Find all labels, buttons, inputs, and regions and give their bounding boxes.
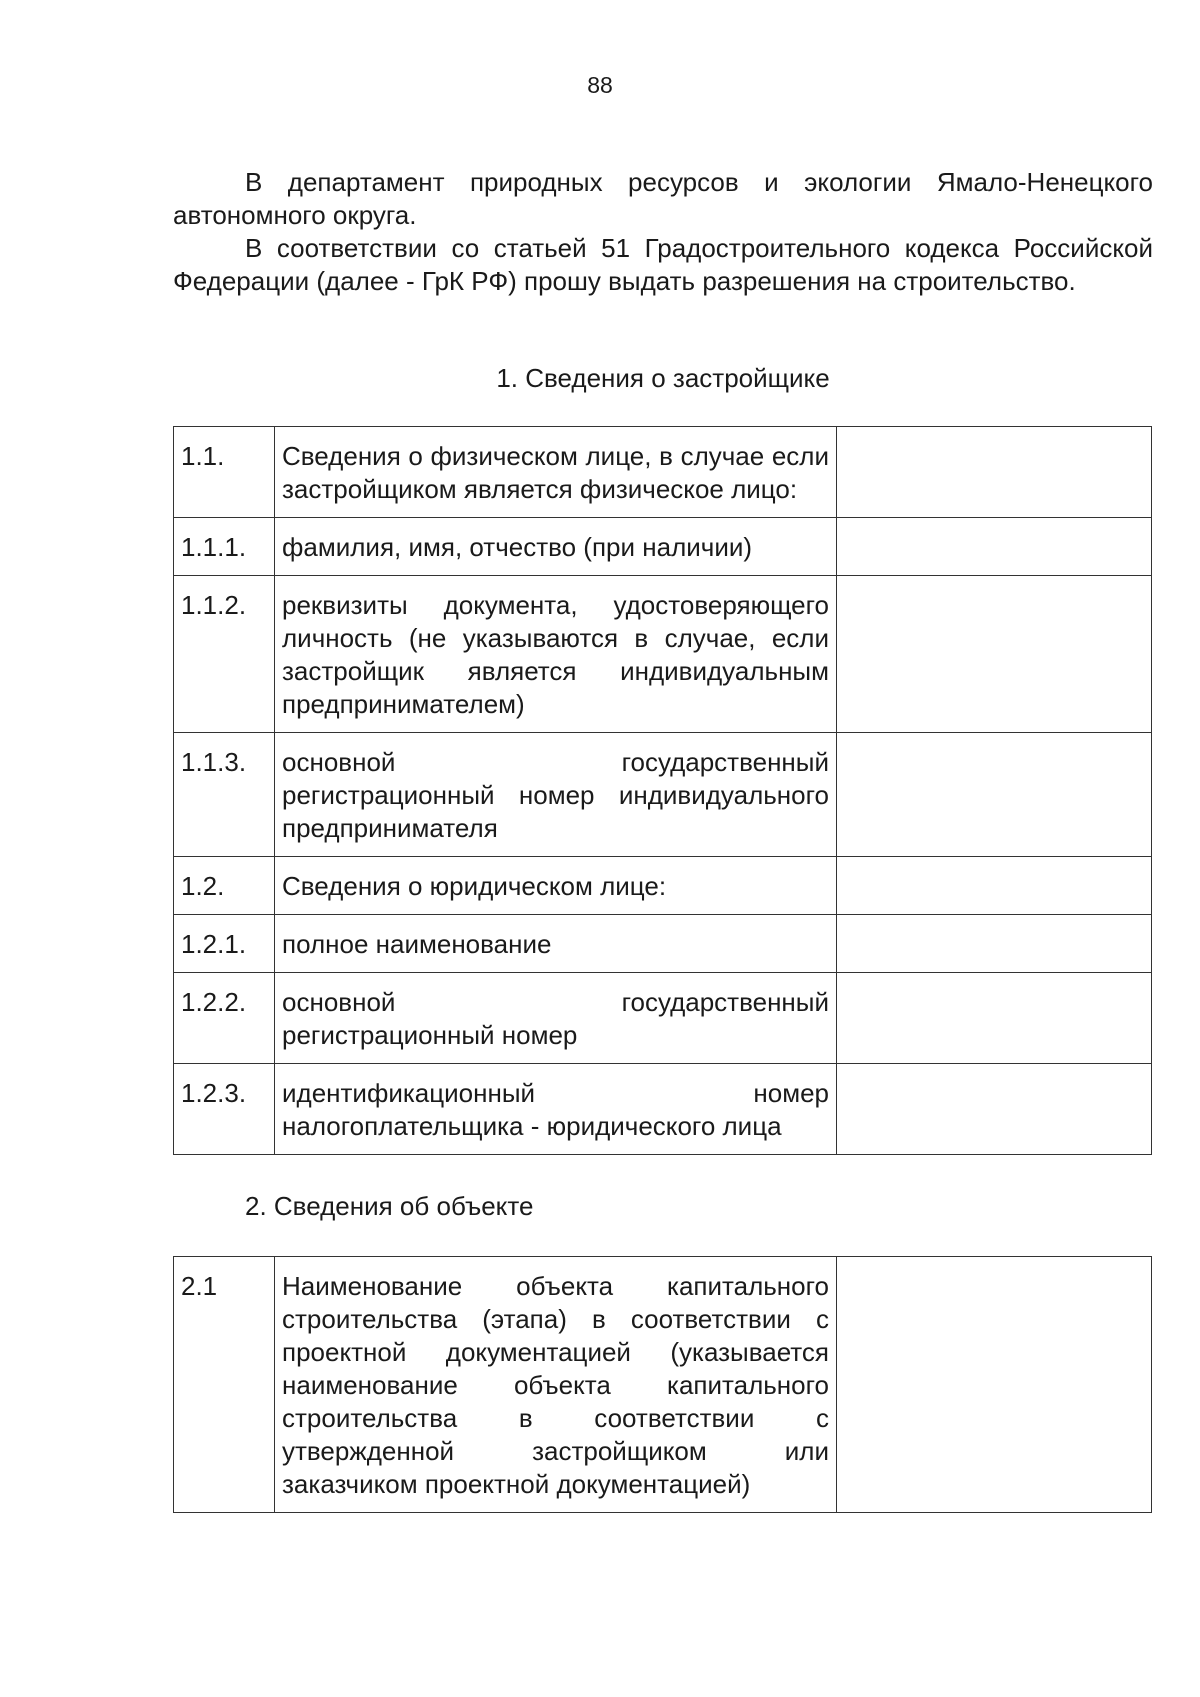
addressee-paragraph — [173, 166, 1153, 232]
row-number: 1.1.2. — [174, 576, 275, 733]
row-label: Сведения о физическом лице, в случае если застройщиком является физическое лицо: — [275, 427, 837, 518]
table-row — [174, 915, 1152, 973]
row-label: полное наименование — [275, 915, 837, 973]
row-value-field[interactable] — [837, 518, 1152, 576]
row-label: идентификационный номер налогоплательщика - юридического лица — [275, 1064, 837, 1155]
addressee-text: В департамент природных ресурсов и экологии Ямало-Ненецкого автономного округа. — [173, 167, 1153, 230]
row-value-field[interactable] — [837, 733, 1152, 857]
row-number: 1.1.3. — [174, 733, 275, 857]
table-row — [174, 1064, 1152, 1155]
row-number: 1.2.2. — [174, 973, 275, 1064]
page-number: 88 — [587, 72, 613, 98]
table-row — [174, 733, 1152, 857]
request-paragraph — [173, 232, 1153, 298]
row-value-field[interactable] — [837, 1257, 1152, 1513]
row-label: основной государственный регистрационный номер индивидуального предпринимателя — [275, 733, 837, 857]
row-label: реквизиты документа, удостоверяющего личность (не указываются в случае, если застройщик является индивидуальным предпринимателем) — [275, 576, 837, 733]
row-value-field[interactable] — [837, 1064, 1152, 1155]
table-row — [174, 1257, 1152, 1513]
table-row — [174, 427, 1152, 518]
row-number: 1.2.1. — [174, 915, 275, 973]
row-number: 2.1 — [174, 1257, 275, 1513]
row-value-field[interactable] — [837, 973, 1152, 1064]
object-info-table — [173, 1256, 1152, 1513]
request-text: В соответствии со статьей 51 Градостроительного кодекса Российской Федерации (далее - ГрК РФ) прошу выдать разрешения на строительство. — [173, 233, 1153, 296]
table-row — [174, 857, 1152, 915]
row-label: Наименование объекта капитального строительства (этапа) в соответствии с проектной документацией (указывается наименование объекта капитального строительства в соответствии с утвержденной застройщиком или заказчиком проектной документацией) — [275, 1257, 837, 1513]
table-row — [174, 518, 1152, 576]
section-2-title: 2. Сведения об объекте — [245, 1191, 534, 1221]
row-number: 1.2.3. — [174, 1064, 275, 1155]
row-value-field[interactable] — [837, 915, 1152, 973]
section-1-title: 1. Сведения о застройщике — [496, 363, 830, 393]
row-value-field[interactable] — [837, 427, 1152, 518]
row-value-field[interactable] — [837, 857, 1152, 915]
row-value-field[interactable] — [837, 576, 1152, 733]
row-label: основной государственный регистрационный номер — [275, 973, 837, 1064]
row-label: Сведения о юридическом лице: — [275, 857, 837, 915]
developer-info-table — [173, 426, 1152, 1155]
table-row — [174, 576, 1152, 733]
row-number: 1.2. — [174, 857, 275, 915]
row-label: фамилия, имя, отчество (при наличии) — [275, 518, 837, 576]
table-row — [174, 973, 1152, 1064]
row-number: 1.1.1. — [174, 518, 275, 576]
row-number: 1.1. — [174, 427, 275, 518]
